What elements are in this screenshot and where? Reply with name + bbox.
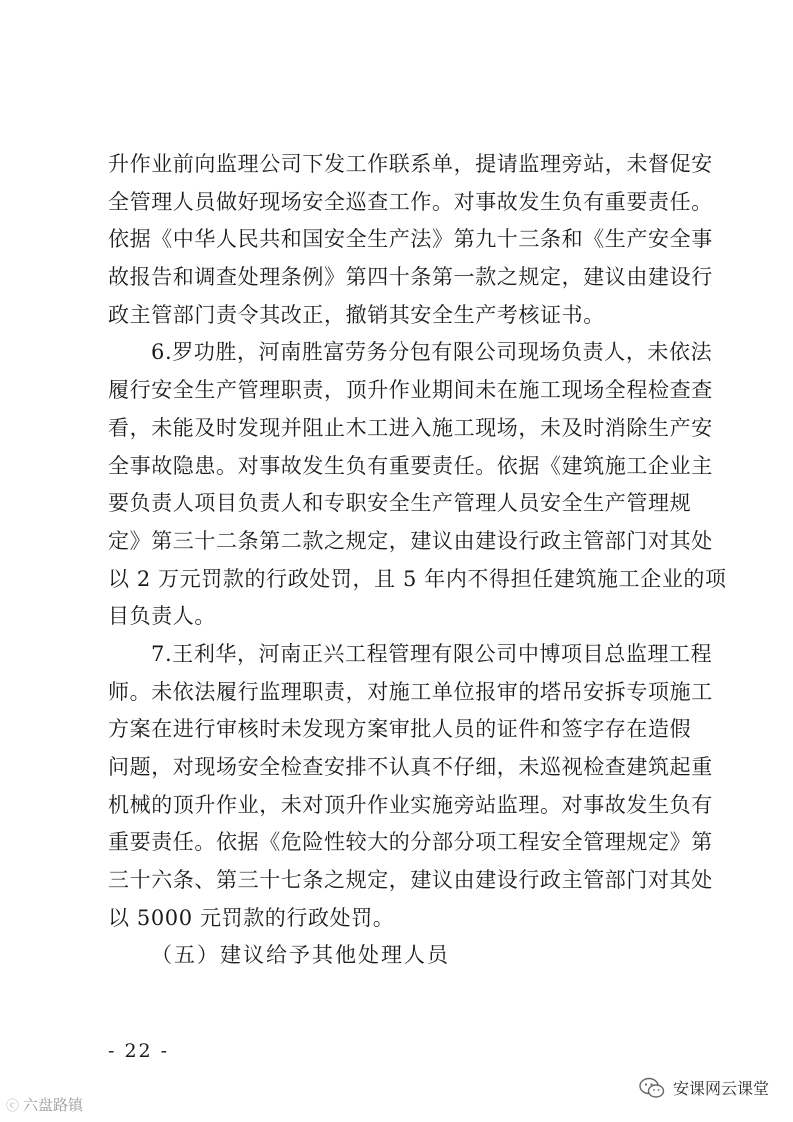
text-line: 要负责人项目负责人和专职安全生产管理人员安全生产管理规 — [108, 491, 692, 516]
text-line: 以 2 万元罚款的行政处罚，且 5 年内不得担任建筑施工企业的项 — [108, 566, 727, 591]
text-line: 全事故隐患。对事故发生负有重要责任。依据《建筑施工企业主 — [108, 453, 713, 478]
watermark-left — [6, 1094, 83, 1115]
text-line: 定》第三十二条第二款之规定，建议由建设行政主管部门对其处 — [108, 528, 713, 553]
text-line: 三十六条、第三十七条之规定，建议由建设行政主管部门对其处 — [108, 868, 713, 893]
camera-icon: ⓒ — [6, 1099, 20, 1114]
text-line: 7.王利华，河南正兴工程管理有限公司中博项目总监理工程 — [151, 641, 713, 666]
watermark-right-text: 安课网云课堂 — [672, 1079, 769, 1098]
text-line: 以 5000 元罚款的行政处罚。 — [108, 905, 395, 930]
text-line: 6.罗功胜，河南胜富劳务分包有限公司现场负责人，未依法 — [151, 340, 713, 365]
text-line: 全管理人员做好现场安全巡查工作。对事故发生负有重要责任。 — [108, 189, 713, 214]
watermark-right — [639, 1076, 769, 1099]
text-line: 目负责人。 — [108, 604, 216, 629]
text-line: 问题，对现场安全检查安排不认真不仔细，未巡视检查建筑起重 — [108, 755, 713, 779]
section-heading: （五）建议给予其他处理人员 — [151, 943, 450, 968]
document-body — [108, 146, 727, 975]
text-line: 看，未能及时发现并阻止木工进入施工现场，未及时消除生产安 — [108, 415, 713, 440]
text-line: 履行安全生产管理职责，顶升作业期间未在施工现场全程检查查 — [108, 378, 713, 403]
text-line: 方案在进行审核时未发现方案审批人员的证件和签字存在造假 — [108, 717, 692, 742]
text-line: 师。未依法履行监理职责，对施工单位报审的塔吊安拆专项施工 — [108, 679, 713, 704]
text-line: 政主管部门责令其改正，撤销其安全生产考核证书。 — [108, 302, 605, 327]
text-line: 升作业前向监理公司下发工作联系单，提请监理旁站，未督促安 — [108, 152, 713, 176]
text-line: 重要责任。依据《危险性较大的分部分项工程安全管理规定》第 — [108, 830, 713, 855]
wechat-icon — [639, 1077, 665, 1099]
page-number: - 22 - — [108, 1040, 170, 1062]
text-line: 依据《中华人民共和国安全生产法》第九十三条和《生产安全事 — [108, 227, 713, 252]
watermark-left-text: 六盘路镇 — [23, 1096, 84, 1114]
text-line: 故报告和调查处理条例》第四十条第一款之规定，建议由建设行 — [108, 265, 713, 290]
text-line: 机械的顶升作业，未对顶升作业实施旁站监理。对事故发生负有 — [108, 792, 713, 817]
